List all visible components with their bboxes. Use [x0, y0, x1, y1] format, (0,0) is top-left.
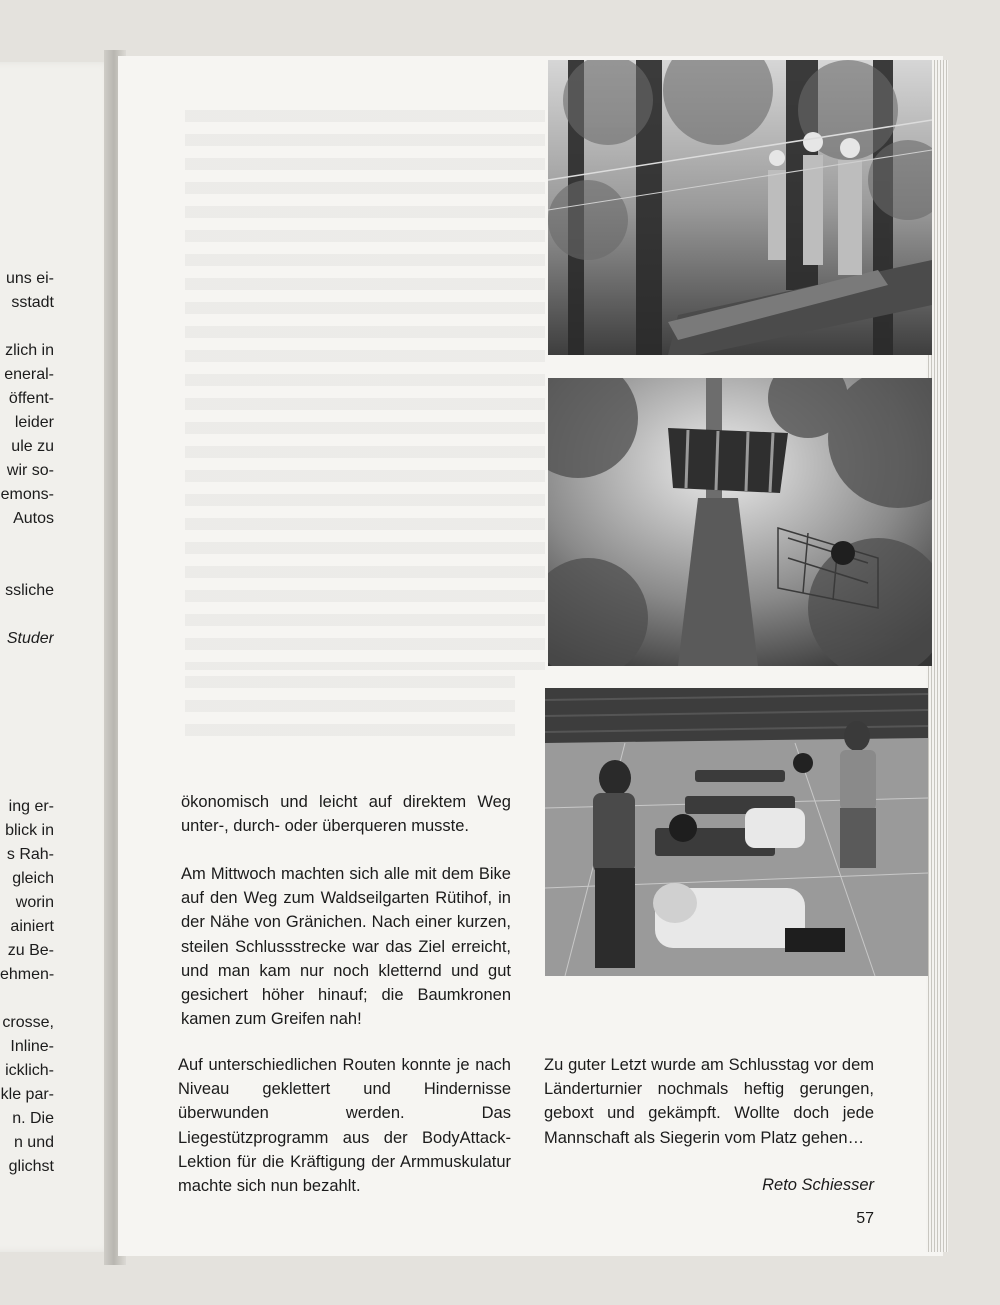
left-page-fragment: ehmen- — [0, 966, 54, 983]
left-page-fragment: ule zu — [11, 438, 54, 455]
left-page-fragment: uns ei- — [5, 270, 54, 287]
left-page-fragment: ssliche — [5, 582, 54, 599]
left-page-fragment: Studer — [6, 630, 54, 647]
photo-ropes-course-platform-image — [548, 60, 932, 355]
page-number: 57 — [856, 1210, 874, 1227]
left-page-fragment: öffent- — [8, 390, 54, 407]
photo-ropes-course-platform — [548, 60, 932, 355]
left-page-fragment: Inline- — [10, 1038, 54, 1055]
left-page-fragment — [0, 603, 54, 627]
show-through-texture — [185, 110, 545, 670]
left-page-fragment: eneral- — [4, 366, 54, 383]
left-page-fragment — [0, 531, 54, 555]
left-page-fragment: zlich in — [5, 342, 54, 359]
left-page-fragment — [0, 651, 54, 675]
photo-tree-platform-image — [548, 378, 932, 666]
article-paragraph-2 — [181, 862, 511, 1031]
left-page-fragment — [0, 723, 54, 747]
left-page-fragment — [0, 747, 54, 771]
left-page-fragment — [0, 675, 54, 699]
left-page-text-fragments — [0, 267, 54, 1179]
left-page-fragment — [0, 699, 54, 723]
photo-gym-boxing-training — [545, 688, 928, 976]
left-page — [0, 62, 118, 1252]
author-signature: Reto Schiesser — [762, 1176, 874, 1194]
article-paragraph-2-text: Am Mittwoch machten sich alle mit dem Bike auf den Weg zum Waldseilgarten Rütihof, in der Nähe von Gränichen. Nach einer kurzen, steilen Schlussstrecke war das Ziel erreicht, und man kam nur noch kletternd und gut gesichert höher hinauf; die Baumkronen kamen zum Greifen nah! — [181, 865, 511, 1029]
left-page-fragment: Autos — [13, 510, 54, 527]
left-page-fragment: s Rah- — [6, 846, 54, 863]
left-page-fragment: crosse, — [2, 1014, 54, 1031]
article-paragraph-4-text: Zu guter Letzt wurde am Schlusstag vor dem Länderturnier nochmals heftig gerungen, geboxt und gekämpft. Wollte doch jede Mannschaft als Siegerin vom Platz gehen… — [544, 1056, 874, 1147]
article-paragraph-3-text: Auf unterschiedlichen Routen konnte je nach Niveau geklettert und Hindernisse überwunden werden. Das Liegestützprogramm aus der BodyAttack-Lektion für die Kräftigung der Armmuskulatur machte sich nun bezahlt. — [178, 1056, 511, 1196]
photo-gym-boxing-training-image — [545, 688, 928, 976]
left-page-fragment: ainiert — [10, 918, 54, 935]
left-page-fragment: leider — [14, 414, 54, 431]
article-paragraph-3 — [178, 1053, 511, 1198]
left-page-fragment: wir so- — [6, 462, 54, 479]
left-page-fragment: n. Die — [12, 1110, 54, 1127]
left-page-fragment: kle par- — [0, 1086, 54, 1103]
left-page-fragment: glichst — [8, 1158, 54, 1175]
left-page-fragment: worin — [15, 894, 54, 911]
left-page-fragment: blick in — [5, 822, 54, 839]
left-page-fragment — [0, 315, 54, 339]
left-page-fragment: icklich- — [5, 1062, 54, 1079]
left-page-fragment: n und — [13, 1134, 54, 1151]
article-paragraph-1-text: ökonomisch und leicht auf direktem Weg unter-, durch- oder überqueren musste. — [181, 793, 511, 836]
left-page-fragment — [0, 771, 54, 795]
left-page-fragment — [0, 555, 54, 579]
show-through-texture-lower — [185, 676, 515, 748]
article-paragraph-1 — [181, 790, 511, 838]
left-page-fragment: ing er- — [8, 798, 54, 815]
left-page-fragment — [0, 987, 54, 1011]
left-page-fragment: zu Be- — [7, 942, 54, 959]
article-paragraph-4 — [544, 1053, 874, 1150]
left-page-fragment: emons- — [0, 486, 54, 503]
photo-tree-platform — [548, 378, 932, 666]
left-page-fragment: sstadt — [11, 294, 54, 311]
left-page-fragment: gleich — [12, 870, 54, 887]
